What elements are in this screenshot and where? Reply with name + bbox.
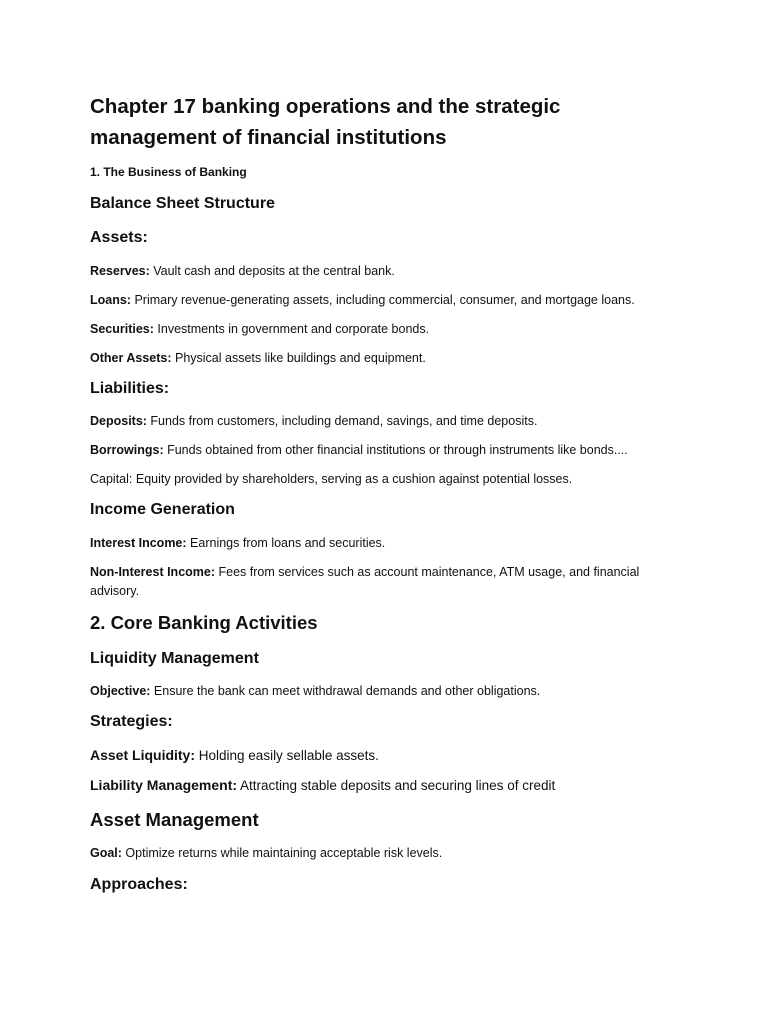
description: Ensure the bank can meet withdrawal demands and other obligations. [150,684,541,698]
asset-item-securities [90,320,429,339]
description: Physical assets like buildings and equipment. [171,351,426,365]
term: Liability Management: [90,777,238,793]
income-item-non-interest [90,563,670,601]
assets-heading: Assets: [90,229,148,246]
term: Goal: [90,846,122,860]
liabilities-heading: Liabilities: [90,380,170,397]
description: Fees from services such as account maintenance, ATM usage, and financial advisory. [90,565,640,598]
term: Deposits: [90,414,147,428]
asset-item-reserves [90,262,395,281]
description: Funds obtained from other financial institutions or through instruments like bonds.... [163,443,628,457]
liability-item-deposits [90,412,537,431]
description: Vault cash and deposits at the central bank. [149,264,395,278]
description: Funds from customers, including demand, savings, and time deposits. [146,414,538,428]
description: Optimize returns while maintaining acceptable risk levels. [121,846,443,860]
term: Borrowings: [90,443,164,457]
term: Interest Income: [90,536,187,550]
income-item-interest [90,534,385,553]
liquidity-management-heading: Liquidity Management [90,650,259,667]
asset-management-goal [90,844,442,863]
asset-item-loans [90,291,635,310]
strategies-heading: Strategies: [90,713,173,730]
document-title: Chapter 17 banking operations and the strategic management of financial institutions [90,95,561,149]
term: Other Assets: [90,351,172,365]
term: Securities: [90,322,154,336]
description: Primary revenue-generating assets, including commercial, consumer, and mortgage loans. [130,293,635,307]
strategy-liability-management [90,776,555,795]
section-2-heading: 2. Core Banking Activities [90,612,318,633]
description: Attracting stable deposits and securing lines of credit [237,778,556,793]
term: Objective: [90,684,151,698]
description: Holding easily sellable assets. [195,748,379,763]
strategy-asset-liquidity [90,746,379,765]
balance-sheet-heading: Balance Sheet Structure [90,195,275,212]
term: Reserves: [90,264,150,278]
description: Investments in government and corporate bonds. [153,322,430,336]
income-generation-heading: Income Generation [90,501,235,518]
asset-item-other [90,349,426,368]
section-1-heading: 1. The Business of Banking [90,165,247,179]
description: Earnings from loans and securities. [186,536,386,550]
approaches-heading: Approaches: [90,876,188,893]
liquidity-objective [90,682,540,701]
liability-capital: Capital: Equity provided by shareholders, serving as a cushion against potential losses. [90,472,573,486]
term: Asset Liquidity: [90,747,196,763]
term: Loans: [90,293,131,307]
term: Non-Interest Income: [90,565,216,579]
asset-management-heading: Asset Management [90,809,259,830]
liability-item-borrowings [90,441,628,460]
